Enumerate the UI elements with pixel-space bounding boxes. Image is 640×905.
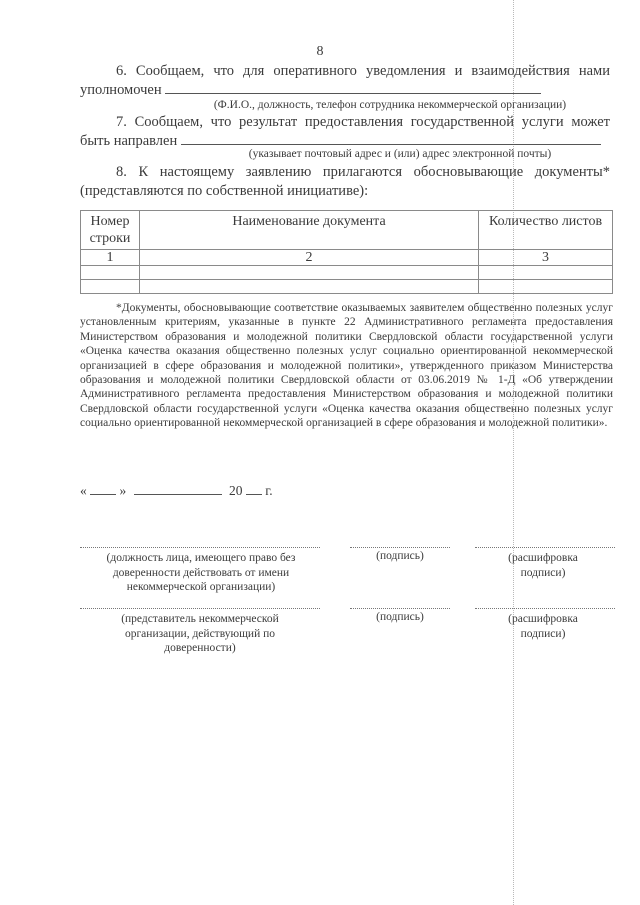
position-caption-1: (должность лица, имеющего право без доверенности действовать от имени некоммерческой организации): [106, 552, 296, 593]
decoding-caption-1: (расшифровка подписи): [508, 552, 578, 579]
day-field[interactable]: [90, 484, 116, 495]
header-document-name: Наименование документа: [140, 211, 479, 250]
decoding-line-2[interactable]: [475, 608, 615, 609]
signature-caption-2: (подпись): [376, 611, 424, 623]
item6-text: 6. Сообщаем, что для оперативного уведомления и взаимодействия нами уполномочен: [80, 63, 610, 98]
signature-line-2[interactable]: [350, 608, 450, 609]
table-cell[interactable]: [479, 266, 613, 280]
signature-line-1[interactable]: [350, 547, 450, 548]
item7-caption: (указывает почтовый адрес и (или) адрес электронной почты): [248, 148, 552, 160]
table-cell[interactable]: [140, 280, 479, 294]
decoding-caption-2: (расшифровка подписи): [508, 613, 578, 640]
table-number-row: [81, 250, 613, 266]
table-cell[interactable]: [81, 280, 140, 294]
decoding-line-1[interactable]: [475, 547, 615, 548]
item6-caption: (Ф.И.О., должность, телефон сотрудника некоммерческой организации): [213, 99, 567, 111]
header-row-number: Номер строки: [81, 211, 140, 250]
year-prefix: 20: [229, 483, 243, 498]
table-cell: 2: [140, 250, 479, 266]
documents-table: [80, 210, 613, 294]
year-suffix: г.: [265, 483, 273, 498]
date-close-quote: »: [119, 483, 127, 498]
position-caption-2: (представитель некоммерческой организации, действующий по доверенности): [121, 613, 279, 654]
table-row[interactable]: [81, 280, 613, 294]
item6-paragraph: [80, 62, 610, 100]
footnote: *Документы, обосновывающие соответствие оказываемых заявителем общественно полезных услуг установленным критериям, указанные в пункте 22 Административного регламента предоставления Министерством образования и молодежной политики Свердловской области государственной услуги «Оценка качества оказания общественно полезных услуг социально ориентированной некоммерческой организацией в сфере образования и молодежной политики», утвержденного приказом Министерства образования и молодежной политики Свердловской области от 03.06.2019 № 1-Д «Об утверждении Административного регламента предоставления Министерством образования и молодежной политики Свердловской области государственной услуги «Оценка качества оказания общественно полезных услуг социально ориентированной некоммерческой организацией в сфере образования и молодежной политики».: [80, 302, 613, 430]
month-field[interactable]: [134, 484, 222, 495]
date-line: [80, 483, 273, 499]
table-cell[interactable]: [81, 266, 140, 280]
table-cell[interactable]: [140, 266, 479, 280]
page-number: 8: [316, 44, 324, 59]
position-line-1[interactable]: [80, 547, 320, 548]
table-cell[interactable]: [479, 280, 613, 294]
position-line-2[interactable]: [80, 608, 320, 609]
table-cell: 1: [81, 250, 140, 266]
item6-fill-line[interactable]: [165, 81, 541, 94]
year-field[interactable]: [246, 484, 262, 495]
table-header-row: [81, 211, 613, 250]
header-sheet-count: Количество листов: [479, 211, 613, 250]
item7-text: 7. Сообщаем, что результат предоставления государственной услуги может быть направлен: [80, 114, 610, 149]
item7-fill-line[interactable]: [181, 132, 601, 145]
signature-caption-1: (подпись): [376, 550, 424, 562]
item8-paragraph: 8. К настоящему заявлению прилагаются обосновывающие документы* (представляются по собственной инициативе):: [80, 164, 610, 199]
table-row[interactable]: [81, 266, 613, 280]
date-open-quote: «: [80, 483, 87, 498]
item7-paragraph: [80, 113, 610, 151]
table-cell: 3: [479, 250, 613, 266]
